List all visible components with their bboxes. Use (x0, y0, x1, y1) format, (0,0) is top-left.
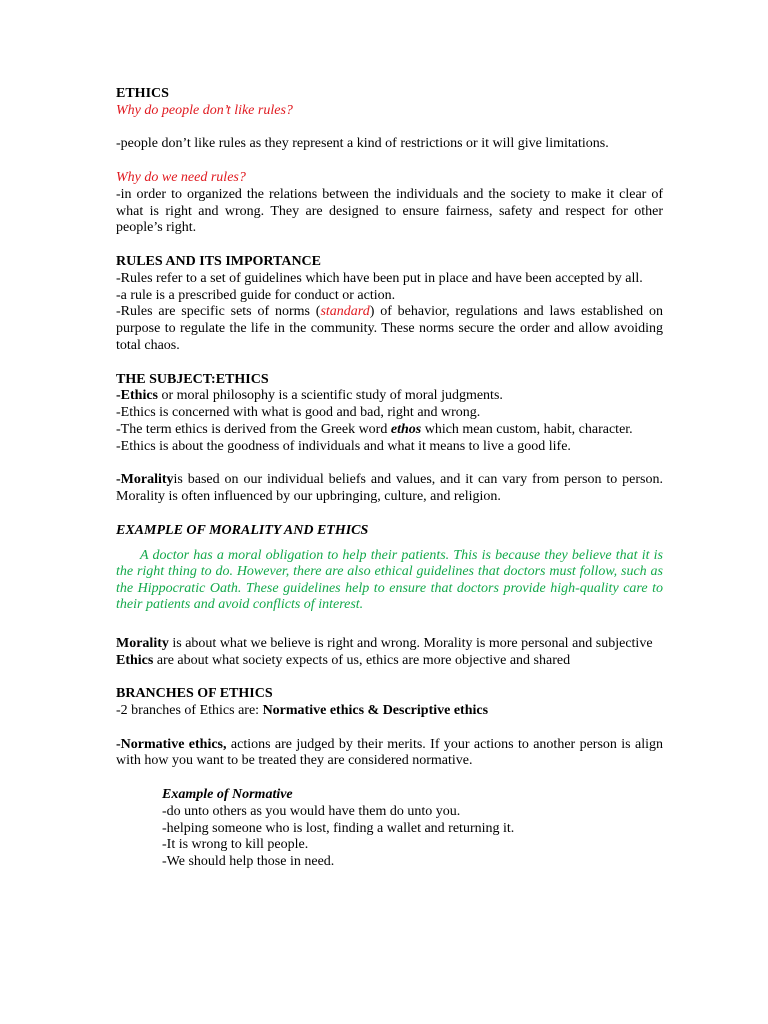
branches-line (116, 703, 663, 720)
rules-line-3-post: ) of behavior, regulations and laws established on purpose to regulate the life in the community. These norms secure the order and allow avoiding total chaos. (116, 304, 663, 353)
subject-heading: THE SUBJECT:ETHICS (116, 371, 269, 387)
normative-example-heading (162, 787, 663, 804)
branches-pre: -2 branches of Ethics are: (116, 703, 263, 719)
subject-line-3-post: which mean custom, habit, character. (421, 421, 633, 437)
rules-heading: RULES AND ITS IMPORTANCE (116, 253, 322, 269)
normative-term: -Normative ethics, (116, 736, 227, 752)
subject-line-3 (116, 422, 663, 439)
rules-line-2: -a rule is a prescribed guide for conduct or action. (116, 287, 396, 303)
normative-paragraph (116, 737, 663, 771)
subject-line-3-pre: -The term ethics is derived from the Greek word (116, 421, 391, 437)
morality-rest: is based on our individual beliefs and values, and it can vary from person to person. Morality is often influenced by our upbringing, culture, and religion. (116, 472, 663, 505)
rules-line-3-pre: -Rules are specific sets of norms ( (116, 304, 321, 320)
ethics-term: -Ethics (116, 388, 158, 404)
morality-paragraph (116, 472, 663, 506)
normative-example-item: -We should help those in need. (162, 854, 335, 870)
ethos-term: ethos (390, 421, 422, 437)
ethics-compare-rest: are about what society expects of us, ethics are more objective and shared (153, 652, 571, 668)
morality-compare-term: Morality (116, 635, 169, 651)
rules-line-1: -Rules refer to a set of guidelines which have been put in place and have been accepted by all. (116, 270, 643, 286)
normative-rest: actions are judged by their merits. If your actions to another person is align with how you want to be treated they are considered normative. (116, 736, 663, 769)
rules-line-3 (116, 304, 663, 354)
normative-example-block (116, 787, 663, 871)
ethics-compare (116, 653, 663, 670)
normative-example-item: -helping someone who is lost, finding a wallet and returning it. (162, 820, 515, 836)
example-heading (116, 523, 663, 540)
answer-why-dislike-rules: -people don’t like rules as they represent a kind of restrictions or it will give limitations. (116, 136, 609, 152)
question-why-dislike-rules: Why do people don’t like rules? (116, 102, 293, 118)
example-heading-text: EXAMPLE OF MORALITY AND ETHICS (116, 522, 369, 538)
ethics-compare-term: Ethics (116, 652, 154, 668)
example-paragraph: A doctor has a moral obligation to help their patients. This is because they believe that it is the right thing to do. However, there are also ethical guidelines that doctors must follow, such as the Hippocratic Oath. These guidelines help to ensure that doctors provide high-quality care to their patients and avoid conflicts of interest. (116, 547, 663, 613)
subject-line-1 (116, 388, 663, 405)
branches-heading: BRANCHES OF ETHICS (116, 686, 273, 702)
normative-example-heading-text: Example of Normative (162, 787, 293, 803)
normative-example-item: -It is wrong to kill people. (162, 837, 309, 853)
document-title: ETHICS (116, 86, 169, 101)
document-page (116, 86, 663, 871)
subject-line-2: -Ethics is concerned with what is good and bad, right and wrong. (116, 405, 481, 421)
subject-line-4: -Ethics is about the goodness of individuals and what it means to live a good life. (116, 438, 571, 454)
rules-standard-term: standard (320, 304, 370, 320)
morality-compare (116, 636, 663, 653)
morality-compare-rest: is about what we believe is right and wrong. Morality is more personal and subjective (168, 635, 653, 651)
answer-why-need-rules: -in order to organized the relations between the individuals and the society to make it clear of what is right and wrong. They are designed to ensure fairness, safety and respect for other people’s right. (116, 186, 663, 236)
question-why-need-rules: Why do we need rules? (116, 169, 246, 185)
subject-line-1-rest: or moral philosophy is a scientific study of moral judgments. (158, 388, 503, 404)
morality-term: -Morality (116, 472, 174, 488)
normative-example-item: -do unto others as you would have them do unto you. (162, 803, 461, 819)
branches-names: Normative ethics & Descriptive ethics (262, 703, 489, 719)
